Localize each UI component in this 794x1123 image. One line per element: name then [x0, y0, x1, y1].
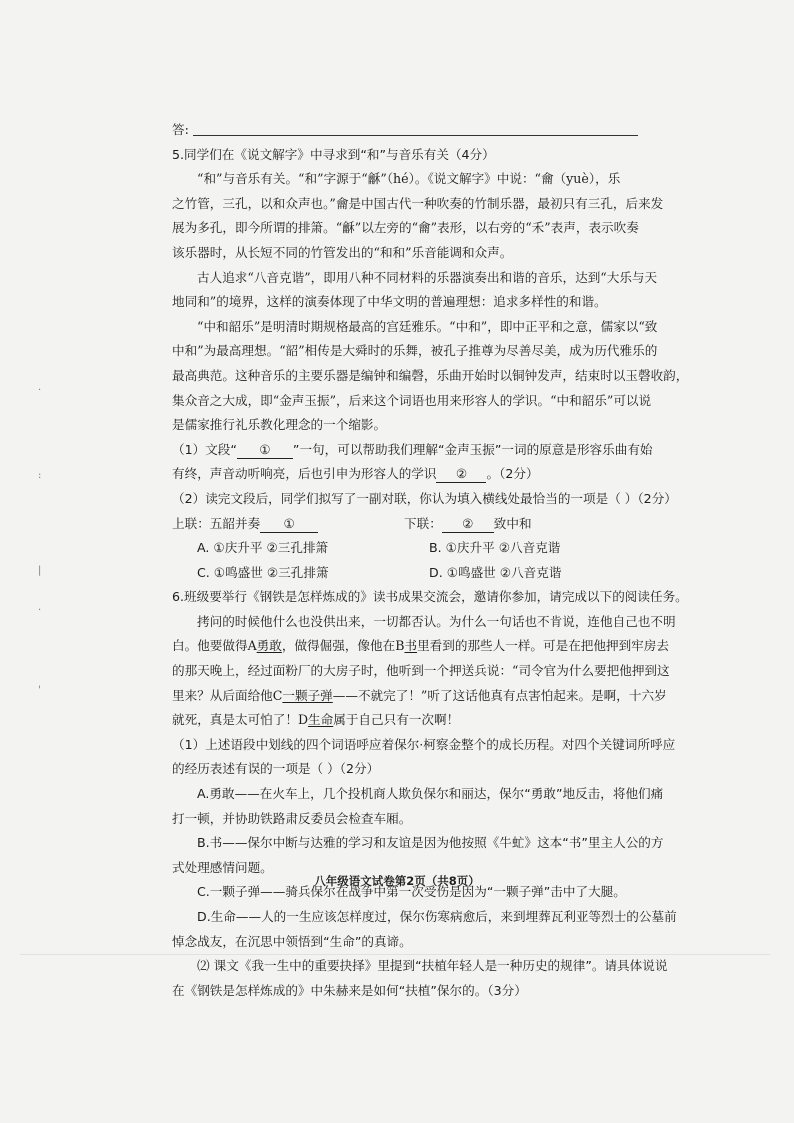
q6-passage-line: 拷问的时候他什么也没供出来，一切都否认。为什么一句话也不肯说，连他自己也不明: [197, 613, 676, 629]
q5-sub1-text: （1）文段“: [172, 441, 237, 457]
answer-line[interactable]: [193, 121, 638, 136]
q6-option-a[interactable]: A.勇敢——在火车上，几个投机商人欺负保尔和丽达，保尔“勇敢”地反击，将他们痛: [197, 786, 664, 802]
q6-option-b-cont: 式处理感情问题。: [172, 859, 273, 875]
q5-sub1-line: [172, 462, 692, 487]
q5-p3-line: “中和韶乐”是明清时期规格最高的宫廷雅乐。“中和”，即中正平和之意，儒家以“致: [197, 318, 658, 334]
upper-couplet-blank[interactable]: ①: [260, 516, 318, 533]
passage-text: 白。他要做得A: [172, 638, 257, 654]
q6-sub2-line: 在《钢铁是怎样炼成的》中朱赫来是如何“扶植”保尔的。（3分）: [172, 982, 527, 998]
lower-couplet: [404, 512, 532, 537]
keyword-b: 书: [404, 638, 418, 654]
keyword-a: 勇敢: [256, 638, 282, 654]
lower-couplet-blank[interactable]: ②: [442, 516, 494, 533]
q6-option-b[interactable]: B.书——保尔中断与达雅的学习和友谊是因为他按照《牛虻》这本“书”里主人公的方: [197, 835, 664, 851]
passage-text: 就死，真是太可怕了！D: [172, 712, 309, 728]
q5-p3-line: 中和”为最高理想。“韶”相传是大舜时的乐舞，被孔子推尊为尽善尽美，成为历代雅乐的: [172, 343, 658, 359]
scan-mark: ·: [38, 605, 42, 616]
answer-label: 答:: [172, 122, 189, 137]
page-divider: [20, 954, 770, 955]
q5-sub1-blank-2[interactable]: ②: [436, 466, 486, 483]
q6-passage-line: [172, 684, 692, 709]
scan-mark: ·: [38, 385, 42, 396]
q6-sub2-line: ⑵ 课文《我一生中的重要抉择》里提到“扶植年轻人是一种历史的规律”。请具体说说: [197, 958, 668, 974]
q6-sub1-line: 的经历表述有误的一项是（ ）（2分）: [172, 761, 380, 777]
q5-option-c[interactable]: C. ①鸣盛世 ②三孔排箫: [197, 564, 329, 580]
keyword-d: 生命: [308, 712, 334, 728]
q6-option-d-cont: 悼念战友，在沉思中领悟到“生命”的真谛。: [172, 933, 412, 949]
scan-mark: :: [38, 470, 42, 481]
q5-p1-line: 之竹管，三孔，以和众声也。”龠是中国古代一种吹奏的竹制乐器，最初只有三孔，后来发: [172, 195, 664, 211]
keyword-c: 一颗子弹: [282, 687, 333, 703]
q5-p1-line: 展为多孔，即今所谓的排箫。“龢”以左旁的“龠”表形，以右旁的“禾”表声，表示吹奏: [172, 220, 639, 236]
couplet-row: [172, 512, 692, 537]
q5-options-row: [172, 561, 692, 586]
q5-option-d[interactable]: D. ①鸣盛世 ②八音克谐: [429, 564, 562, 580]
q5-option-b[interactable]: B. ①庆升平 ②八音克谐: [429, 540, 561, 556]
q6-option-a-cont: 打一顿，并协助铁路肃反委员会检查车厢。: [172, 810, 412, 826]
q6-passage-line: [172, 634, 692, 659]
q6-passage-line: [172, 708, 692, 733]
q6-option-d[interactable]: D.生命——人的一生应该怎样度过，保尔伤寒病愈后，来到埋葬瓦利亚等烈士的公墓前: [197, 909, 677, 924]
q5-sub1-text: 有终，声音动听响亮，后也引申为形容人的学识: [172, 466, 437, 482]
q5-sub1-text: ”一句，可以帮助我们理解“金声玉振”一词的原意是形容乐曲有始: [292, 441, 653, 457]
page-footer: 八年级语文试卷第2页（共8页）: [314, 874, 480, 888]
scan-mark: |: [38, 565, 42, 576]
q6-option-c[interactable]: C.一颗子弹——骑兵保尔在战争中第一次受伤是因为“一颗子弹”击中了大腿。: [197, 884, 626, 900]
q5-p1-line: 该乐器时，从长短不同的竹管发出的“和和”乐音能调和众声。: [172, 244, 513, 260]
q5-option-a[interactable]: A. ①庆升平 ②三孔排箫: [197, 540, 329, 556]
q5-sub1-text: 。（2分）: [486, 466, 539, 482]
q5-sub1-blank-1[interactable]: ①: [237, 442, 293, 459]
upper-couplet-label: 上联：五韶并奏: [172, 515, 261, 531]
passage-text: 属于自己只有一次啊！: [333, 712, 460, 728]
q5-p3-line: 集众音之大成，即“金声玉振”，后来这个词语也用来形容人的学识。“中和韶乐”可以说: [172, 392, 652, 408]
q5-p3-line: 是儒家推行礼乐教化理念的一个缩影。: [172, 417, 387, 433]
q5-p1-line: “和”与音乐有关。“和”字源于“龢”（hé）。《说文解字》中说：“龠（yuè），乐: [197, 171, 621, 187]
answer-line-row: [172, 118, 692, 143]
q6-passage-line: 的那天晚上，经过面粉厂的大房子时，他听到一个押送兵说：“司令官为什么要把他押到这: [172, 663, 670, 679]
scan-mark: ': [38, 685, 41, 696]
q5-p2-line: 地同和”的境界，这样的演奏体现了中华文明的普遍理想：追求多样性的和谐。: [172, 294, 607, 310]
q5-p3-line: 最高典范。这种音乐的主要乐器是编钟和编磬，乐曲开始时以铜钟发声，结束时以玉磬收韵，: [172, 367, 689, 383]
passage-text: 里来？从后面给他C: [172, 687, 283, 703]
exam-content: [172, 118, 692, 1003]
passage-text: ，做得倔强，像他在B: [281, 638, 405, 654]
q5-title: 5.同学们在《说文解字》中寻求到“和”与音乐有关（4分）: [172, 146, 495, 162]
passage-text: 里看到的那些人一样。可是在把他押到牢房去: [417, 638, 669, 654]
q5-options-row: [172, 536, 692, 561]
q6-title: 6.班级要举行《钢铁是怎样炼成的》读书成果交流会，邀请你参加，请完成以下的阅读任务。: [172, 589, 688, 605]
passage-text: ——不就完了！”听了这话他真有点害怕起来。是啊，十六岁: [332, 687, 667, 703]
q5-sub1-line: [172, 438, 692, 463]
q5-sub2-question: （2）读完文段后，同学们拟写了一副对联，你认为填入横线处最恰当的一项是（ ）（2分）: [172, 490, 677, 506]
lower-couplet-end: 致中和: [493, 515, 532, 531]
q5-p2-line: 古人追求“八音克谐”，即用八种不同材料的乐器演奏出和谐的音乐，达到“大乐与天: [197, 269, 658, 285]
upper-couplet: [172, 512, 404, 537]
q6-sub1-line: （1）上述语段中划线的四个词语呼应着保尔·柯察金整个的成长历程。对四个关键词所呼应: [172, 736, 676, 752]
lower-couplet-label: 下联：: [404, 515, 442, 531]
